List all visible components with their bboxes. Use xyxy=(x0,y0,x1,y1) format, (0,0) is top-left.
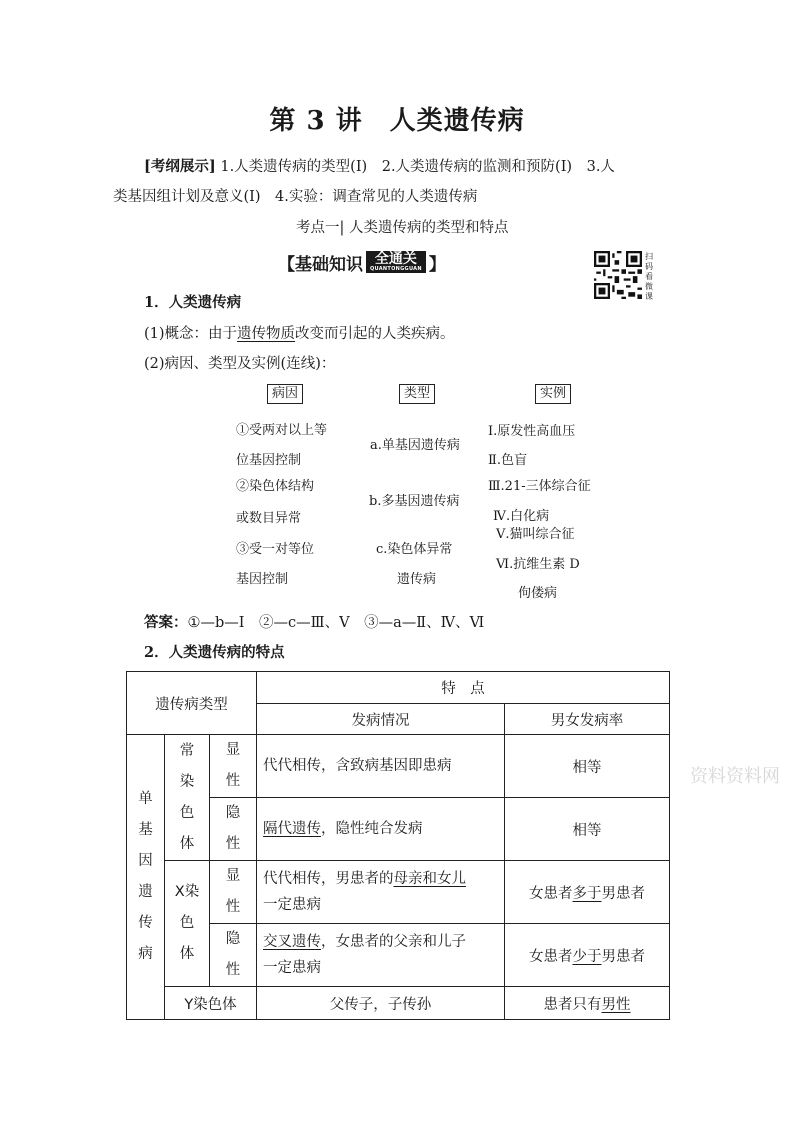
type-a: a.单基因遗传病 xyxy=(370,438,460,453)
r2-rate: 相等 xyxy=(505,798,670,861)
outline-line-1 xyxy=(144,155,615,176)
banner-badge-text: 全通关 xyxy=(374,251,417,267)
cause-2b: 或数目异常 xyxy=(236,511,302,526)
autosome-cell xyxy=(165,735,210,861)
banner-right: 】 xyxy=(428,254,446,275)
cause-2a: ②染色体结构 xyxy=(236,479,315,494)
r5-onset: 父传子，子传孙 xyxy=(257,987,505,1020)
type-c-line1: c.染色体异常 xyxy=(376,542,453,557)
types-heading: (2)病因、类型及实例(连线)： xyxy=(144,356,336,372)
r5-rate-keyword: 男性 xyxy=(601,996,631,1013)
r2-onset xyxy=(257,798,505,861)
header-cause: 病因 xyxy=(267,384,303,404)
qr-caption: 扫码看微课 xyxy=(645,252,653,301)
outline-line-2: 类基因组计划及意义(Ⅰ) 4.实验：调查常见的人类遗传病 xyxy=(113,189,478,205)
example-1: Ⅰ.原发性高血压 xyxy=(488,424,576,439)
answer-text: ①—b—Ⅰ ②—c—Ⅲ、Ⅴ ③—a—Ⅱ、Ⅳ、Ⅵ xyxy=(187,615,485,631)
header-features: 特 点 xyxy=(257,672,670,704)
r4-text2: 一定患病 xyxy=(263,960,321,976)
autosome-char: 体 xyxy=(179,835,195,852)
r4-onset xyxy=(257,924,505,987)
cause-3b: 基因控制 xyxy=(236,572,289,587)
x-recessive-cell xyxy=(210,924,257,987)
example-6b: 佝偻病 xyxy=(518,586,558,601)
r3-onset xyxy=(257,861,505,924)
dominant-cell xyxy=(210,735,257,798)
group-char: 病 xyxy=(138,946,153,962)
dominant-char: 性 xyxy=(225,773,241,789)
example-3: Ⅲ.21-三体综合征 xyxy=(488,479,591,494)
r3-text2: 一定患病 xyxy=(263,897,321,913)
recessive-char: 性 xyxy=(225,962,241,978)
header-disease-type: 遗传病类型 xyxy=(127,672,257,735)
features-table xyxy=(126,671,670,1020)
recessive-char: 隐 xyxy=(225,805,241,821)
concept-suffix: 改变而引起的人类疾病。 xyxy=(295,326,455,342)
x-chromosome-cell xyxy=(165,861,210,987)
group-char: 因 xyxy=(138,853,153,869)
dominant-char: 显 xyxy=(225,742,241,758)
banner-left: 【基础知识 xyxy=(278,254,363,275)
r4-rate xyxy=(505,924,670,987)
xchrom-char: 色 xyxy=(179,915,195,931)
banner-badge-subtext: QUANTONGGUAN xyxy=(370,266,422,272)
concept-line xyxy=(144,322,455,343)
concept-prefix: (1)概念：由于 xyxy=(144,326,238,342)
header-onset: 发病情况 xyxy=(257,704,505,735)
point-title: 考点一| 人类遗传病的类型和特点 xyxy=(296,220,509,236)
type-b: b.多基因遗传病 xyxy=(369,494,460,509)
cause-1a: ①受两对以上等 xyxy=(236,423,328,438)
r4-rate-a: 女患者 xyxy=(529,948,573,965)
header-type: 类型 xyxy=(399,384,435,404)
qr-code-icon[interactable] xyxy=(594,251,642,299)
example-2: Ⅱ.色盲 xyxy=(488,453,527,468)
group-char: 基 xyxy=(138,822,153,838)
group-char: 传 xyxy=(138,915,153,931)
r4-text: ，女患者的父亲和儿子 xyxy=(321,934,466,950)
y-chromosome-cell: Y染色体 xyxy=(165,987,257,1020)
r3-rate-a: 女患者 xyxy=(529,885,573,902)
section2-heading: 2．人类遗传病的特点 xyxy=(144,644,285,661)
xchrom-char: 体 xyxy=(179,946,195,962)
r2-text: ，隐性纯合发病 xyxy=(321,821,423,837)
outline-label: [考纲展示] xyxy=(144,158,216,175)
page-title: 第 3 讲 人类遗传病 xyxy=(269,106,525,136)
section1-heading: 1．人类遗传病 xyxy=(144,294,242,311)
x-dominant-cell xyxy=(210,861,257,924)
r5-rate-a: 患者只有 xyxy=(543,996,602,1013)
dominant-char: 显 xyxy=(225,868,241,884)
outline-text-1: 1.人类遗传病的类型(Ⅰ) 2.人类遗传病的监测和预防(Ⅰ) 3.人 xyxy=(220,159,615,175)
section-banner xyxy=(278,249,446,275)
r4-rate-keyword: 少于 xyxy=(572,948,602,965)
r1-onset: 代代相传，含致病基因即患病 xyxy=(257,735,505,798)
recessive-cell xyxy=(210,798,257,861)
concept-keyword: 遗传物质 xyxy=(237,326,296,342)
xchrom-char: X染 xyxy=(174,884,200,900)
answer-label: 答案： xyxy=(144,614,188,631)
r2-keyword: 隔代遗传 xyxy=(263,821,321,837)
header-example: 实例 xyxy=(535,384,571,404)
dominant-char: 性 xyxy=(225,899,241,915)
watermark: 资料资料网 xyxy=(690,766,780,787)
recessive-char: 性 xyxy=(225,836,241,852)
example-4: Ⅳ.白化病 xyxy=(493,509,550,524)
r3-rate xyxy=(505,861,670,924)
recessive-char: 隐 xyxy=(225,931,241,947)
r1-rate: 相等 xyxy=(505,735,670,798)
group-single-gene xyxy=(127,735,165,1020)
header-rate: 男女发病率 xyxy=(505,704,670,735)
group-char: 遗 xyxy=(138,884,153,900)
banner-badge xyxy=(366,251,426,273)
type-c-line2: 遗传病 xyxy=(397,572,437,587)
autosome-char: 常 xyxy=(179,742,195,759)
r4-keyword: 交叉遗传 xyxy=(263,934,321,950)
cause-3a: ③受一对等位 xyxy=(236,542,315,557)
r3-rate-keyword: 多于 xyxy=(572,885,602,902)
autosome-char: 染 xyxy=(179,773,195,790)
example-6a: Ⅵ.抗维生素 D xyxy=(496,557,580,572)
r4-rate-b: 男患者 xyxy=(601,948,645,965)
r3-rate-b: 男患者 xyxy=(601,885,645,902)
group-char: 单 xyxy=(138,791,153,807)
answer-line xyxy=(144,611,484,632)
r3-keyword: 母亲和女儿 xyxy=(393,871,466,887)
autosome-char: 色 xyxy=(179,804,195,821)
r3-text: 代代相传，男患者的 xyxy=(263,871,394,887)
cause-1b: 位基因控制 xyxy=(236,453,302,468)
r5-rate xyxy=(505,987,670,1020)
example-5: Ⅴ.猫叫综合征 xyxy=(496,527,575,542)
